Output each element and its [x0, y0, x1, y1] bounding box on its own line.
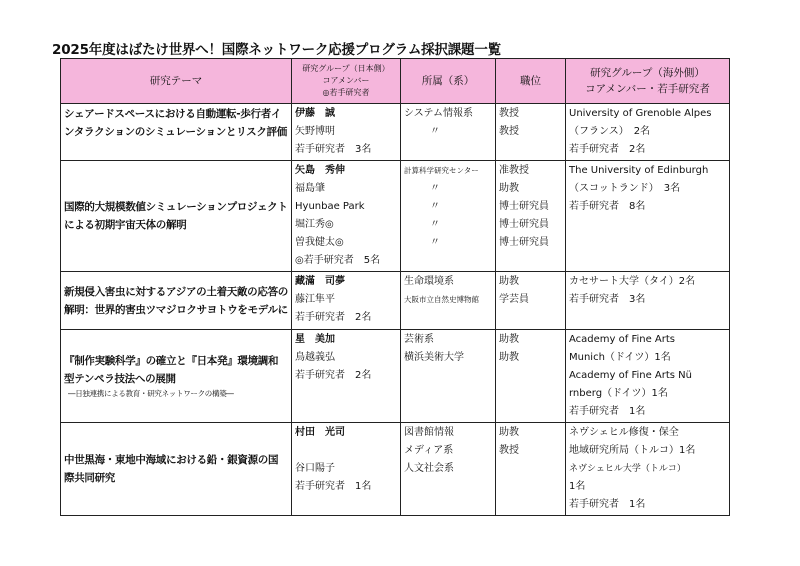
position: 准教授	[499, 165, 529, 176]
affiliation: 図書館情報	[404, 427, 454, 438]
member: 若手研究者 2名	[295, 370, 372, 381]
position-cell	[496, 161, 566, 272]
members-cell	[292, 330, 401, 423]
theme-cell	[61, 330, 292, 423]
selection-table	[60, 58, 730, 516]
header-affiliation: 所属（系）	[401, 59, 496, 104]
overseas-entry: 若手研究者 1名	[569, 406, 646, 417]
overseas-entry: University of Grenoble Alpes	[569, 108, 712, 119]
member: Hyunbae Park	[295, 201, 365, 212]
affiliation: 人文社会系	[404, 463, 454, 474]
position: 助教	[499, 334, 519, 345]
overseas-entry: The University of Edinburgh	[569, 165, 709, 176]
affiliation: 〃	[430, 237, 440, 248]
overseas-entry: ネヴシェヒル大学（トルコ）	[569, 464, 686, 474]
affiliation: 横浜美術大学	[404, 352, 464, 363]
members-cell	[292, 104, 401, 161]
overseas-entry: 1名	[569, 481, 586, 492]
position: 博士研究員	[499, 237, 549, 248]
member-spacer	[295, 442, 397, 460]
member: 若手研究者 1名	[295, 481, 372, 492]
member: 曽我健太◎	[295, 237, 344, 248]
position-cell	[496, 104, 566, 161]
affiliation: 計算科学研究センター	[404, 166, 479, 175]
member-lead: 星 美加	[295, 334, 335, 345]
header-jp-group-line2: コアメンバー	[322, 76, 370, 85]
position-cell	[496, 423, 566, 516]
header-overseas	[566, 59, 730, 104]
affiliation-cell	[401, 330, 496, 423]
header-jp-group-line3: ◎若手研究者	[322, 88, 370, 97]
overseas-entry: 地域研究所局（トルコ）1名	[569, 445, 696, 456]
member: 若手研究者 3名	[295, 144, 372, 155]
member: 藤江隼平	[295, 294, 335, 305]
overseas-entry: 若手研究者 3名	[569, 294, 646, 305]
position-cell	[496, 330, 566, 423]
table-row	[61, 272, 730, 330]
position: 博士研究員	[499, 201, 549, 212]
table-row	[61, 104, 730, 161]
member-lead: 矢島 秀伸	[295, 165, 345, 176]
theme-text: 『制作実験科学』の確立と『日本発』環境調和型テンペラ技法への展開	[64, 355, 279, 385]
position: 助教	[499, 276, 519, 287]
affiliation: 〃	[430, 183, 440, 194]
affiliation: システム情報系	[404, 108, 473, 119]
overseas-entry: Academy of Fine Arts	[569, 334, 676, 345]
position: 博士研究員	[499, 219, 549, 230]
affiliation-cell	[401, 272, 496, 330]
overseas-cell	[566, 104, 730, 161]
affiliation-cell	[401, 161, 496, 272]
overseas-cell	[566, 272, 730, 330]
member: 若手研究者 2名	[295, 312, 372, 323]
header-row	[61, 59, 730, 104]
member: 矢野博明	[295, 126, 335, 137]
member: 鳥越義弘	[295, 352, 335, 363]
members-cell	[292, 161, 401, 272]
member: ◎若手研究者 5名	[295, 255, 381, 266]
position: 助教	[499, 427, 519, 438]
members-cell	[292, 272, 401, 330]
overseas-entry: 若手研究者 1名	[569, 499, 646, 510]
member-lead: 村田 光司	[295, 427, 345, 438]
overseas-cell	[566, 423, 730, 516]
overseas-entry: カセサート大学（タイ）2名	[569, 276, 696, 287]
theme-cell: 新規侵入害虫に対するアジアの土着天敵の応答の解明：世界的害虫ツマジロクサヨトウをモデルに	[61, 272, 292, 330]
members-cell	[292, 423, 401, 516]
theme-cell: 中世黒海・東地中海域における鉛・銀資源の国際共同研究	[61, 423, 292, 516]
affiliation-cell	[401, 423, 496, 516]
header-position: 職位	[496, 59, 566, 104]
page-title: 2025年度はばたけ世界へ！国際ネットワーク応援プログラム採択課題一覧	[52, 42, 501, 58]
affiliation: 生命環境系	[404, 276, 454, 287]
member-lead: 藏滿 司夢	[295, 276, 345, 287]
member: 堀江秀◎	[295, 219, 334, 230]
affiliation: 〃	[430, 219, 440, 230]
position-cell	[496, 272, 566, 330]
affiliation: 〃	[430, 201, 440, 212]
header-theme: 研究テーマ	[61, 59, 292, 104]
table-row	[61, 161, 730, 272]
overseas-entry: Munich（ドイツ）1名	[569, 352, 671, 363]
overseas-entry: ネヴシェヒル修復・保全	[569, 427, 679, 438]
member: 福島肇	[295, 183, 325, 194]
overseas-entry: （フランス） 2名	[569, 126, 651, 137]
overseas-cell	[566, 161, 730, 272]
header-jp-group	[292, 59, 401, 104]
overseas-entry: 若手研究者 8名	[569, 201, 646, 212]
table-row	[61, 423, 730, 516]
theme-subtitle: ―日独連携による教育・研究ネットワークの構築―	[68, 389, 234, 398]
theme-cell: 国際的大規模数値シミュレーションプロジェクトによる初期宇宙天体の解明	[61, 161, 292, 272]
header-overseas-line2: コアメンバー・若手研究者	[585, 83, 710, 95]
position: 学芸員	[499, 294, 529, 305]
affiliation-cell	[401, 104, 496, 161]
overseas-entry: （スコットランド） 3名	[569, 183, 681, 194]
theme-cell: シェアードスペースにおける自動運転-歩行者インタラクションのシミュレーションとリスク評価	[61, 104, 292, 161]
position: 教授	[499, 445, 519, 456]
table-row	[61, 330, 730, 423]
affiliation: 芸術系	[404, 334, 434, 345]
affiliation: 〃	[430, 126, 440, 137]
position: 助教	[499, 352, 519, 363]
header-overseas-line1: 研究グループ（海外側）	[590, 67, 705, 79]
member: 谷口陽子	[295, 463, 335, 474]
member-lead: 伊藤 誠	[295, 108, 335, 119]
affiliation: メディア系	[404, 445, 454, 456]
affiliation: 大阪市立自然史博物館	[404, 295, 479, 304]
position: 助教	[499, 183, 519, 194]
header-jp-group-line1: 研究グループ（日本側）	[302, 64, 390, 73]
overseas-entry: Academy of Fine Arts Nü	[569, 370, 692, 381]
position: 教授	[499, 126, 519, 137]
overseas-entry: rnberg（ドイツ）1名	[569, 388, 668, 399]
overseas-cell	[566, 330, 730, 423]
position: 教授	[499, 108, 519, 119]
overseas-entry: 若手研究者 2名	[569, 144, 646, 155]
